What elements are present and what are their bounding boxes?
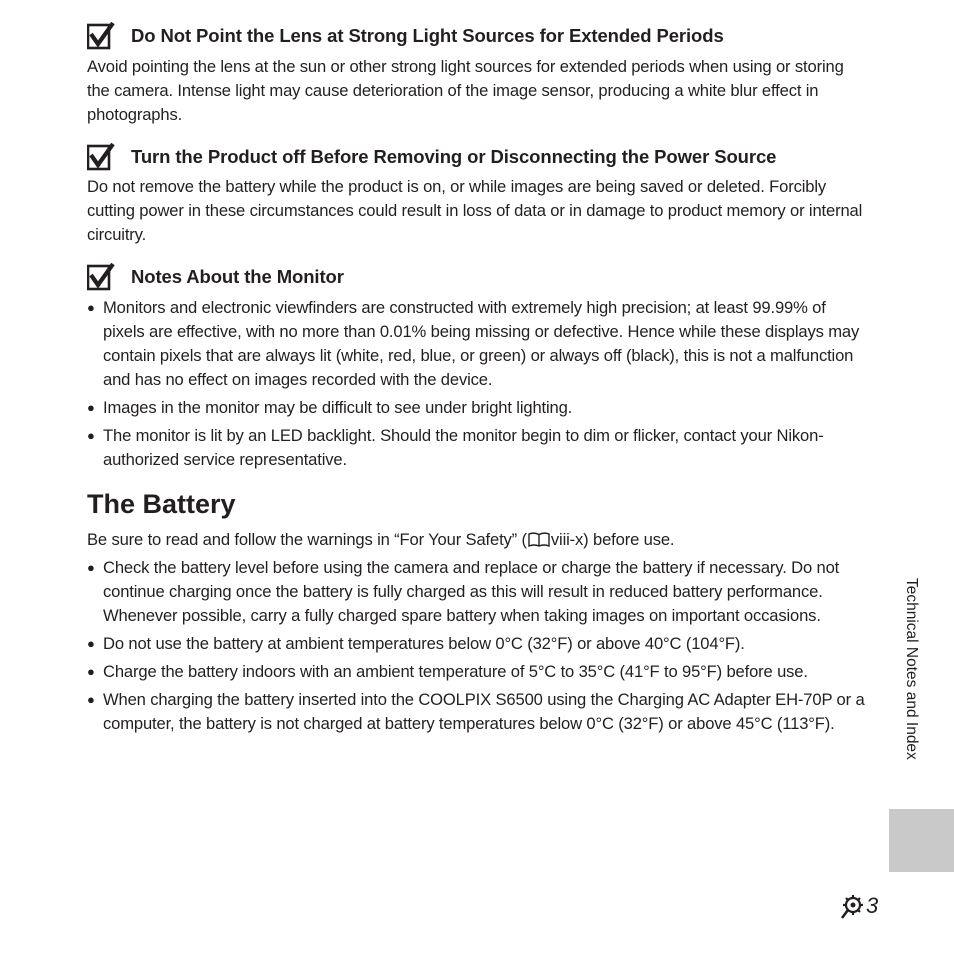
note-body: Avoid pointing the lens at the sun or other strong light sources for extended periods when using or storing the camera. Intense light may cause deterioration of the image sensor, producing a white blur effect in photographs.: [87, 57, 844, 124]
bullet-icon: ●: [87, 300, 95, 315]
list-item: [87, 296, 867, 392]
list-item-text: The monitor is lit by an LED backlight. Should the monitor begin to dim or flicker, contact your Nikon-authorized service representative.: [103, 426, 824, 469]
note-body: Do not remove the battery while the product is on, or while images are being saved or deleted. Forcibly cutting power in these circumstances could result in loss of data or in damage to product memory or internal circuitry.: [87, 177, 863, 244]
side-label-text: Technical Notes and Index: [903, 578, 920, 760]
list-item-text: When charging the battery inserted into the COOLPIX S6500 using the Charging AC Adapter EH-70P or a computer, the battery is not charged at battery temperatures below 0°C (32°F) or above 45°C (113°F).: [103, 690, 865, 733]
bullet-icon: ●: [87, 400, 95, 415]
list-item-text: Check the battery level before using the camera and replace or charge the battery if necessary. Do not continue charging once the battery is fully charged as this will result in reduced battery performance. Whenever possible, carry a fully charged spare battery when taking images on important occasions.: [103, 558, 840, 625]
checkmark-caution-icon: [87, 143, 115, 171]
battery-section: [87, 528, 867, 736]
list-item: [87, 688, 867, 736]
bullet-icon: ●: [87, 428, 95, 443]
bullet-icon: ●: [87, 664, 95, 679]
battery-intro: [87, 528, 867, 552]
page-number: [840, 892, 878, 920]
checkmark-caution-icon: [87, 263, 115, 291]
list-item: [87, 660, 867, 684]
section-title: The Battery: [87, 489, 236, 519]
list-item-text: Monitors and electronic viewfinders are constructed with extremely high precision; at least 99.99% of pixels are effective, with no more than 0.01% being missing or defective. Hence while these displays may contain pixels that are always lit (white, red, blue, or green) or always off (black), this is not a malfunction and has no effect on images recorded with the device.: [103, 298, 860, 389]
note-lens-light: [87, 22, 867, 127]
book-reference-icon[interactable]: [528, 532, 550, 547]
note-title: Notes About the Monitor: [131, 266, 344, 287]
battery-bullet-list: [87, 556, 867, 736]
note-heading: [87, 263, 867, 291]
list-item-text: Do not use the battery at ambient temperatures below 0°C (32°F) or above 40°C (104°F).: [103, 634, 745, 653]
intro-text: Be sure to read and follow the warnings in “For Your Safety” (: [87, 530, 527, 549]
list-item: [87, 396, 867, 420]
note-power-source: [87, 143, 867, 247]
note-heading: [87, 143, 867, 171]
note-monitor: [87, 263, 867, 472]
bullet-icon: ●: [87, 636, 95, 651]
monitor-bullet-list: [87, 296, 867, 472]
section-thumb-tab: [889, 809, 954, 872]
page-number-text: 3: [866, 893, 879, 918]
bullet-icon: ●: [87, 560, 95, 575]
note-heading: [87, 22, 867, 50]
note-title: Do Not Point the Lens at Strong Light Sources for Extended Periods: [131, 25, 724, 46]
bullet-icon: ●: [87, 692, 95, 707]
side-section-label: [896, 578, 922, 792]
list-item: [87, 632, 867, 656]
list-item: [87, 424, 867, 472]
list-item-text: Charge the battery indoors with an ambient temperature of 5°C to 35°C (41°F to 95°F) before use.: [103, 662, 808, 681]
list-item: [87, 556, 867, 628]
page-reference-link[interactable]: viii-x: [550, 530, 584, 549]
checkmark-caution-icon: [87, 22, 115, 50]
note-title: Turn the Product off Before Removing or Disconnecting the Power Source: [131, 146, 777, 167]
list-item-text: Images in the monitor may be difficult to see under bright lighting.: [103, 398, 573, 417]
tool-icon: [840, 893, 866, 919]
intro-text: ) before use.: [583, 530, 675, 549]
